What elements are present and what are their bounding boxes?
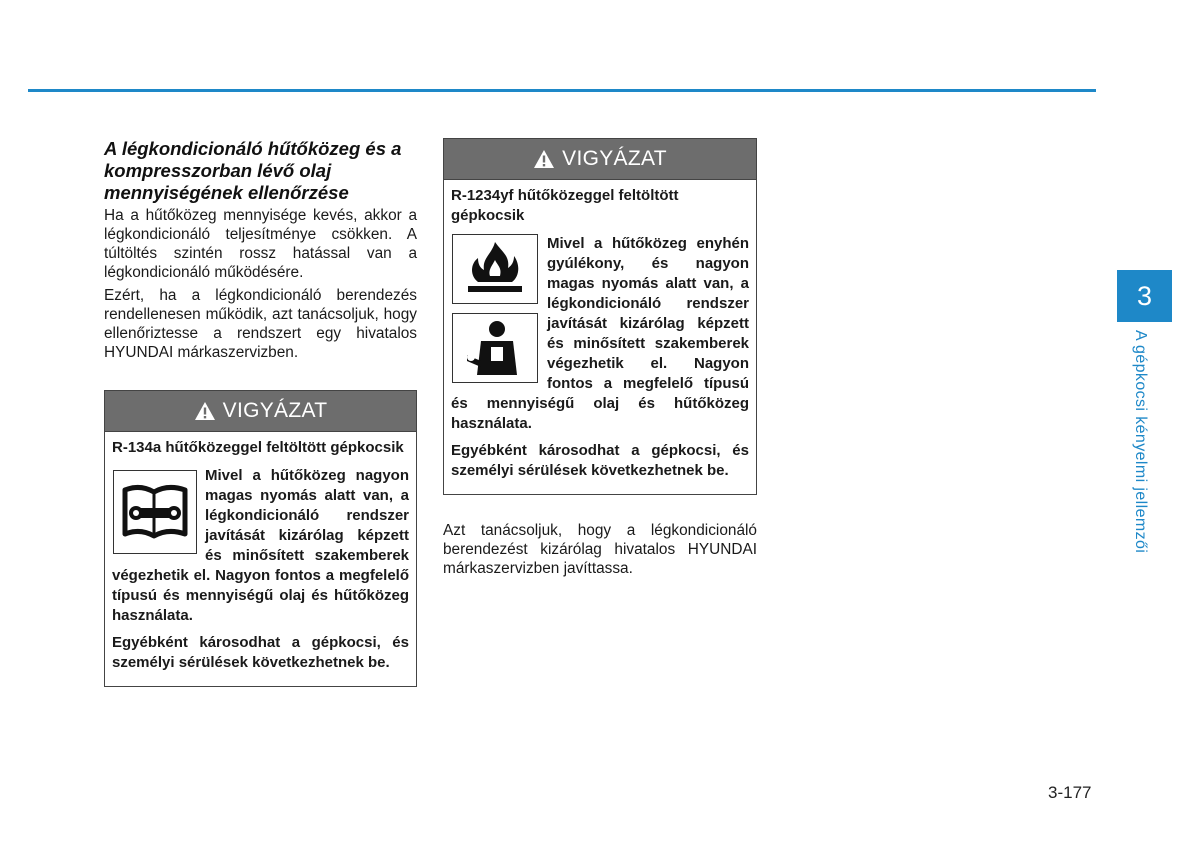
warning-body [444,180,756,494]
warning-header [444,139,756,180]
warning-box-r1234yf [443,138,757,495]
paragraph-2: Ezért, ha a légkondicionáló berendezés rendellenesen működik, azt tanácsoljuk, hogy ellenőriztesse a rendszert egy hivatalos HYUNDAI márkaszervizben. [104,287,417,361]
warning-header-label: VIGYÁZAT [562,147,667,170]
service-manual-icon [113,470,197,554]
qualified-technician-icon [452,313,538,383]
warning-triangle-icon [194,401,216,421]
header-rule [28,89,1096,92]
warning-triangle-icon [533,149,555,169]
section-title: A légkondicionáló hűtőközeg és a kompresszorban lévő olaj mennyiségének ellenőrzése [104,138,402,203]
warning-text-1: Mivel a hűtőközeg enyhén gyúlékony, és nagyon magas nyomás alatt van, a légkondicionáló rendszer javítását kizárólag képzett és minősített szakemberek végezhetik el. Nagyon fontos a megfelelő típusú és mennyiségű olaj és hűtőközeg használata. [451,235,749,432]
warning-subtitle: R-1234yf hűtőközeggel feltöltött gépkocsik [451,187,679,224]
note-paragraph: Azt tanácsoljuk, hogy a légkondicionáló berendezést kizárólag hivatalos HYUNDAI márkaszervizben javíttassa. [443,522,757,577]
paragraph-1: Ha a hűtőközeg mennyisége kevés, akkor a légkondicionáló teljesítménye csökken. A túltöltés szintén rossz hatással van a légkondicionáló működésére. [104,207,417,281]
middle-column [443,138,757,582]
chapter-tab: 3 [1117,270,1172,322]
warning-text-1: Mivel a hűtőközeg nagyon magas nyomás alatt van, a légkondicionáló rendszer javítását kizárólag képzett és minősített szakemberek végezhetik el. Nagyon fontos a megfelelő típusú és mennyiségű olaj és hűtőközeg használata. [112,467,409,624]
flammable-icon [452,234,538,304]
warning-body [105,432,416,686]
warning-header [105,391,416,432]
warning-box-r134a [104,390,417,687]
warning-text-2: Egyébként károsodhat a gépkocsi, és személyi sérülések következhetnek be. [451,442,749,479]
chapter-label: A gépkocsi kényelmi jellemzői [1132,330,1149,554]
page-number: 3-177 [1048,783,1092,802]
warning-text-2: Egyébként károsodhat a gépkocsi, és személyi sérülések következhetnek be. [112,634,409,671]
warning-subtitle: R-134a hűtőközeggel feltöltött gépkocsik [112,439,404,456]
warning-icons [451,234,547,387]
left-column [104,138,417,687]
warning-header-label: VIGYÁZAT [222,399,328,422]
